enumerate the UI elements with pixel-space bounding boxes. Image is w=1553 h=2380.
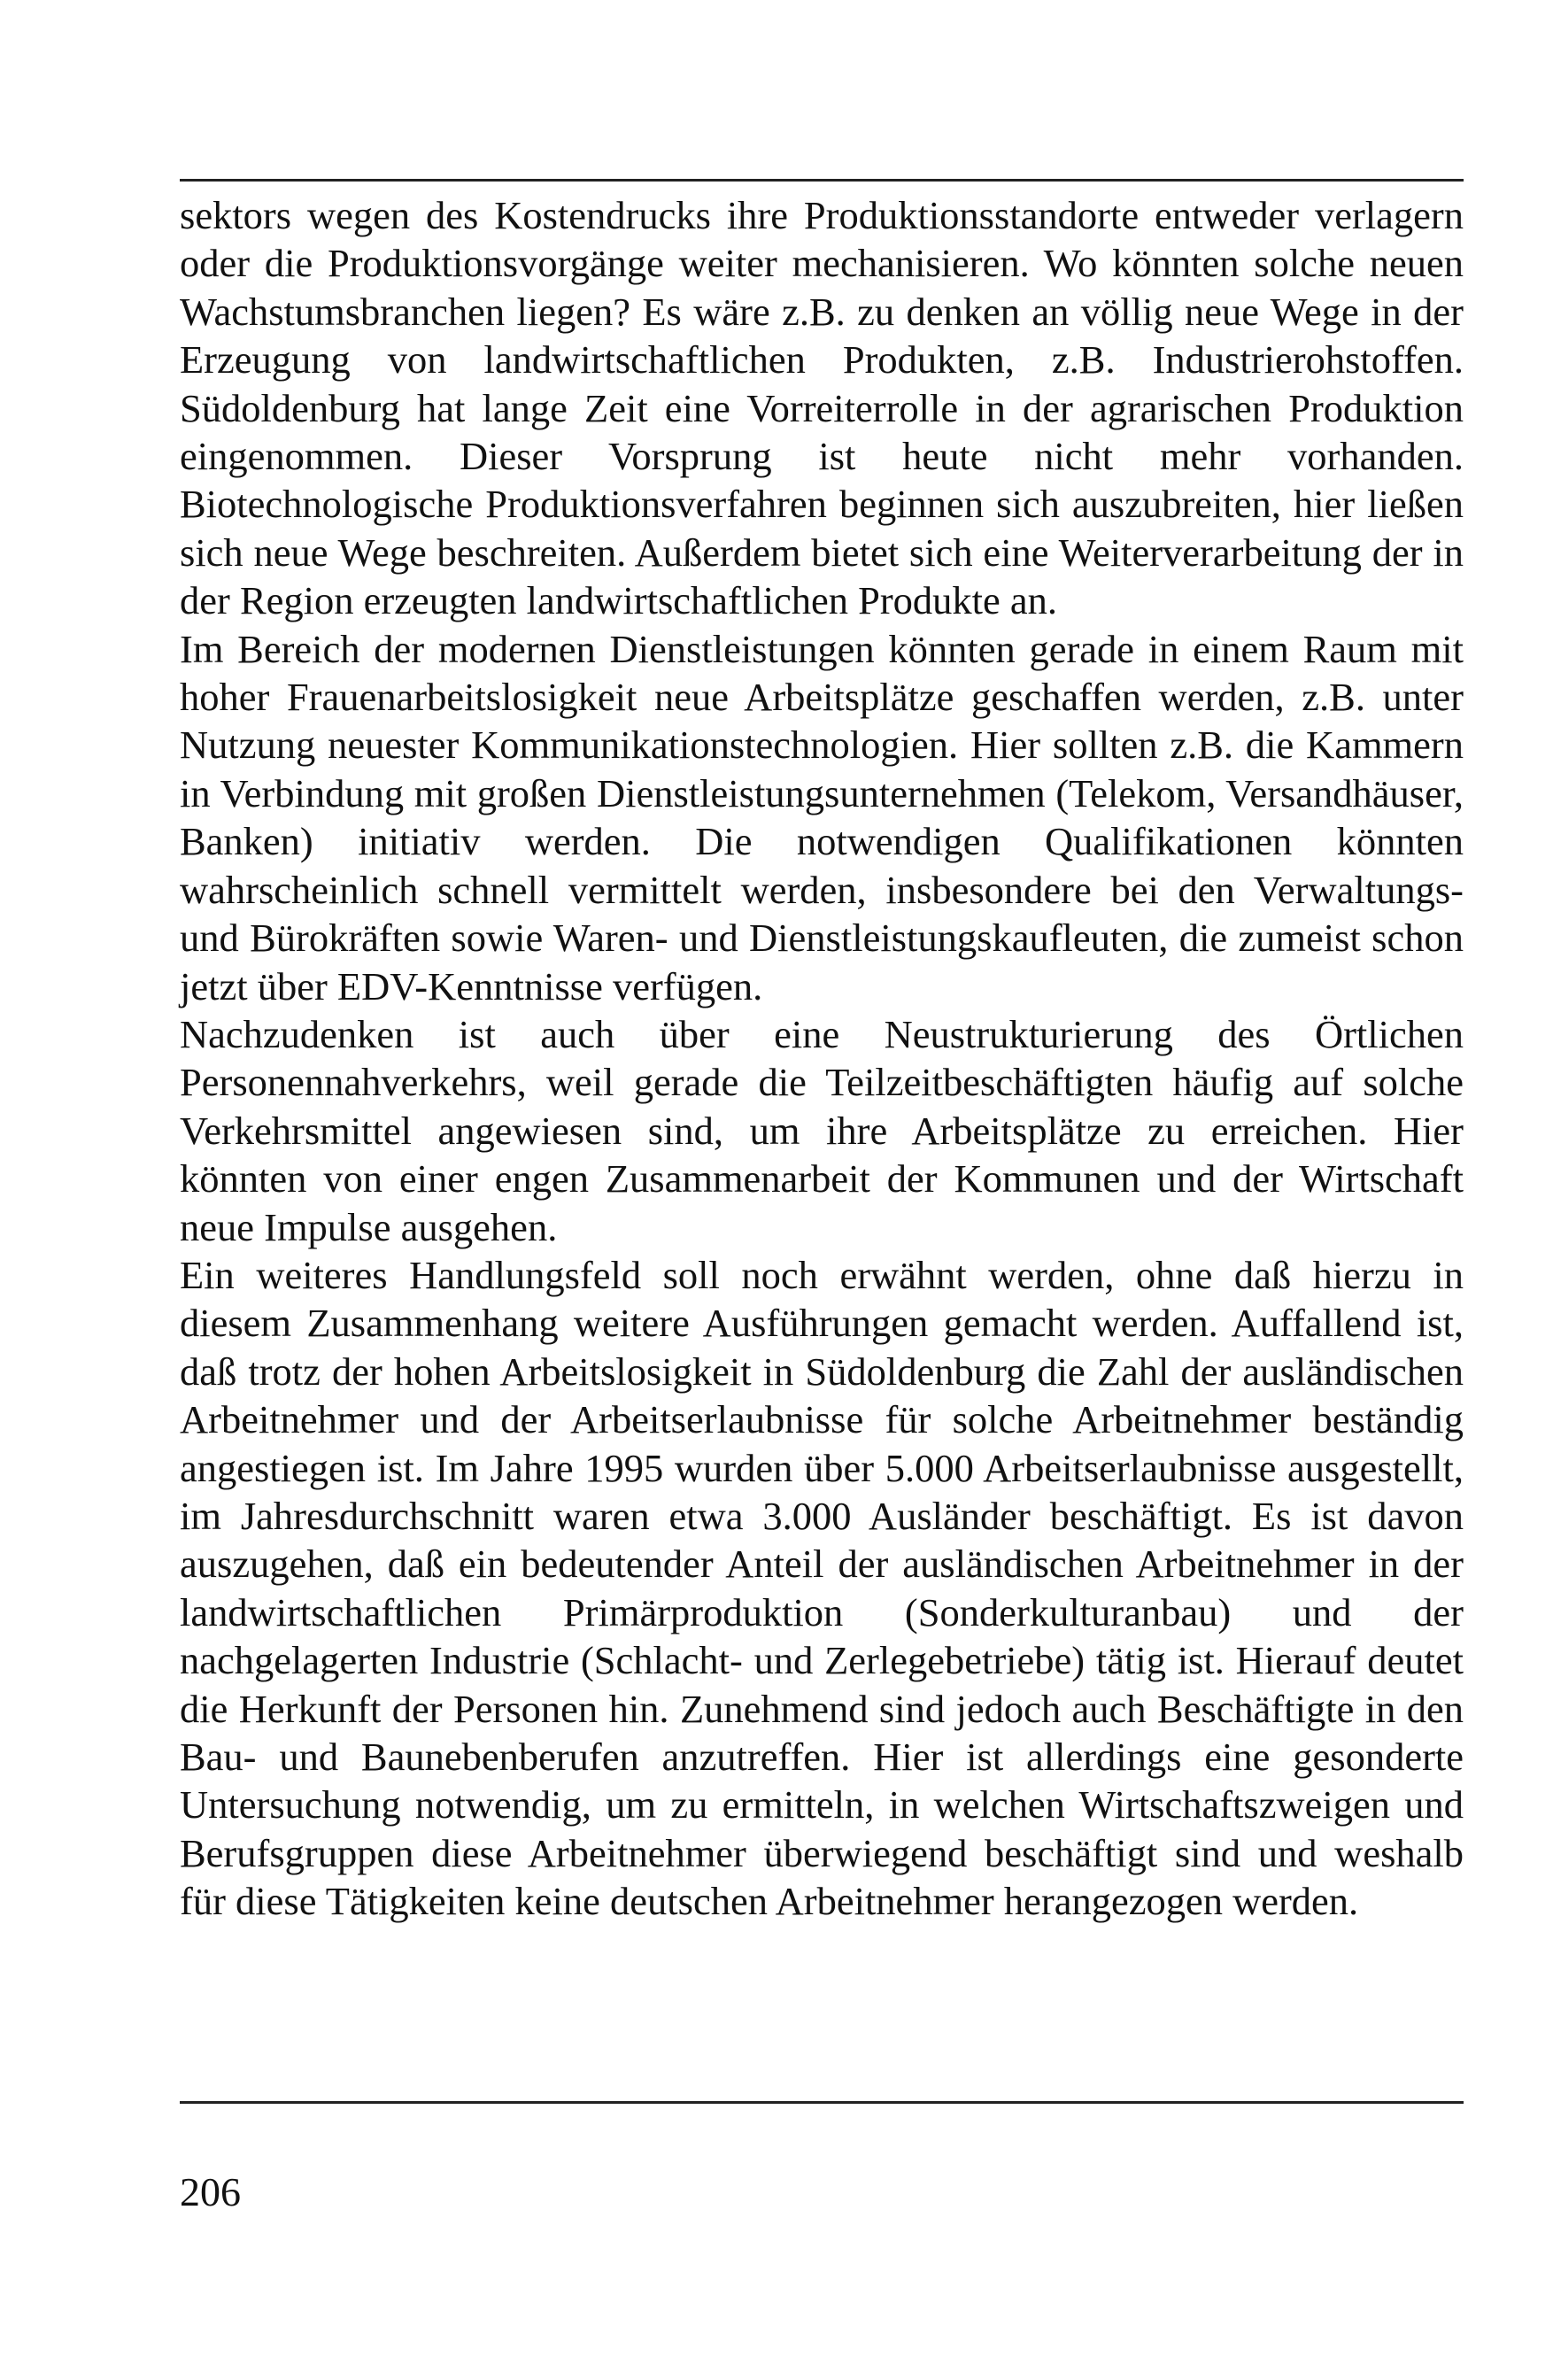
paragraph-1: sektors wegen des Kostendrucks ihre Produktionsstandorte entweder verlagern oder die Produktionsvorgänge weiter mechanisieren. Wo könnten solche neuen Wachstumsbranchen liegen? Es wäre z.B. zu denken an völlig neue Wege in der Erzeugung von landwirtschaftlichen Produkten, z.B. Industrierohstoffen. Südoldenburg hat lange Zeit eine Vorreiterrolle in der agrarischen Produktion eingenommen. Dieser Vorsprung ist heute nicht mehr vorhanden. Biotechnologische Produktionsverfahren beginnen sich auszubreiten, hier ließen sich neue Wege beschreiten. Außerdem bietet sich eine Weiterverarbeitung der in der Region erzeugten landwirtschaftlichen Produkte an. xyxy=(180,193,1464,623)
bottom-rule xyxy=(180,2101,1464,2104)
body-text xyxy=(180,191,1464,1926)
top-rule xyxy=(180,179,1464,182)
paragraph-2: Im Bereich der modernen Dienstleistungen könnten gerade in einem Raum mit hoher Frauenarbeitslosigkeit neue Arbeitsplätze geschaffen werden, z.B. unter Nutzung neuester Kommunikationstechnologien. Hier sollten z.B. die Kammern in Verbindung mit großen Dienstleistungsunternehmen (Telekom, Versandhäuser, Banken) initiativ werden. Die notwendigen Qualifikationen könnten wahrscheinlich schnell vermittelt werden, insbesondere bei den Verwaltungs- und Bürokräften sowie Waren- und Dienstleistungskaufleuten, die zumeist schon jetzt über EDV-Kenntnisse verfügen. xyxy=(180,626,1464,1008)
paragraph-4: Ein weiteres Handlungsfeld soll noch erwähnt werden, ohne daß hierzu in diesem Zusammenhang weitere Ausführungen gemacht werden. Auffallend ist, daß trotz der hohen Arbeitslosigkeit in Südoldenburg die Zahl der ausländischen Arbeitnehmer und der Arbeitserlaubnisse für solche Arbeitnehmer beständig angestiegen ist. Im Jahre 1995 wurden über 5.000 Arbeitserlaubnisse ausgestellt, im Jahresdurchschnitt waren etwa 3.000 Ausländer beschäftigt. Es ist davon auszugehen, daß ein bedeutender Anteil der ausländischen Arbeitnehmer in der landwirtschaftlichen Primärproduktion (Sonderkulturanbau) und der nachgelagerten Industrie (Schlacht- und Zerlegebetriebe) tätig ist. Hierauf deutet die Herkunft der Personen hin. Zunehmend sind jedoch auch Beschäftigte in den Bau- und Baunebenberufen anzutreffen. Hier ist allerdings eine gesonderte Untersuchung notwendig, um zu ermitteln, in welchen Wirtschaftszweigen und Berufsgruppen diese Arbeitnehmer überwiegend beschäftigt sind und weshalb für diese Tätigkeiten keine deutschen Arbeitnehmer herangezogen werden. xyxy=(180,1252,1464,1924)
page-number: 206 xyxy=(180,2169,241,2214)
paragraph-3: Nachzudenken ist auch über eine Neustrukturierung des Örtlichen Personennahverkehrs, weil gerade die Teilzeitbeschäftigten häufig auf solche Verkehrsmittel angewiesen sind, um ihre Arbeitsplätze zu erreichen. Hier könnten von einer engen Zusammenarbeit der Kommunen und der Wirtschaft neue Impulse ausgehen. xyxy=(180,1011,1464,1249)
